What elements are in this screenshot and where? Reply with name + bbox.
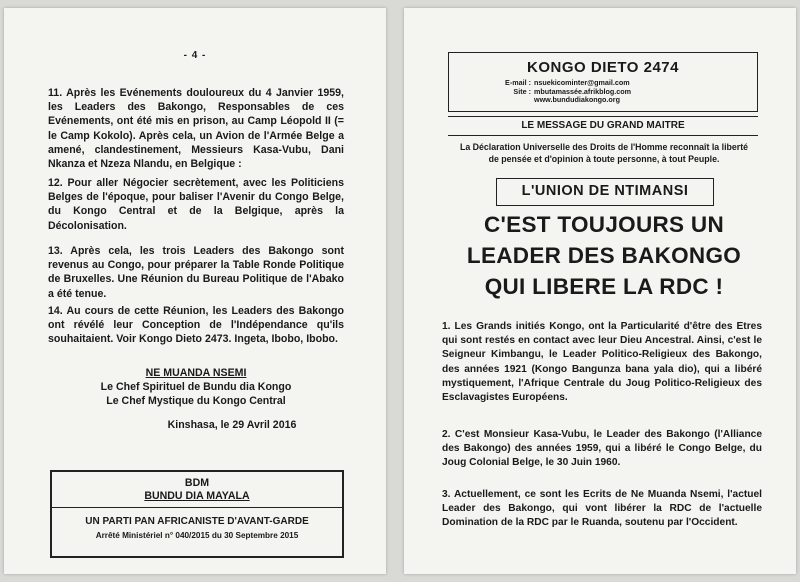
bdm-subtitle: UN PARTI PAN AFRICANISTE D'AVANT-GARDE [85,516,309,527]
declaration: La Déclaration Universelle des Droits de l'Homme reconnaît la liberté de pensée et d'opinion à toute personne, à tout Peuple. [459,142,749,164]
site-line-2 [489,96,757,105]
paragraph-1: 1. Les Grands initiés Kongo, ont la Particularité d'être des Etres qui sont restés en contact avec leur Dieu Ancestral. Ainsi, c'est le Seigneur Kimbangu, le Leader Politico-Religieux des Bakongo, des années 1921 (Kongo Bangunza bana yala dio), qui a libéré mystiquement, l'Afrique Centrale du Joug Politico-Religieux des Esclavagistes Européens. [442,321,762,404]
site-label: Site : [513,86,531,96]
paragraph-2: 2. C'est Monsieur Kasa-Vubu, le Leader des Bakongo (l'Alliance des Bakongo) des années 1959, qui a libéré le Congo Belge, du Joug Colonial Belge, le 30 Juin 1960. [442,429,762,469]
bdm-divider [52,507,342,508]
bdm-name: BUNDU DIA MAYALA [144,490,250,502]
signature-title-spiritual: Le Chef Spirituel de Bundu dia Kongo [100,381,292,393]
headline-line-1: C'EST TOUJOURS UN [483,212,725,237]
paragraph-13: 13. Après cela, les trois Leaders des Bakongo sont revenus au Congo, pour préparer la Table Ronde Politique de Bruxelles. Une Réunion du Bureau Politique de l'Abako a été tenue. [48,245,344,300]
email-address: nsuekicominter@gmail.com [534,78,630,87]
headline-line-2: LEADER DES BAKONGO [466,243,742,268]
headline [434,209,774,302]
contact-block [449,79,757,105]
paragraph-12: 12. Pour aller Négocier secrètement, avec les Politiciens Belges de l'époque, pour baliser l'Avenir du Congo Belge, du Kongo Central et de la Belgique, après la Décolonisation. [48,177,344,232]
bdm-decree: Arrêté Ministériel n° 040/2015 du 30 Septembre 2015 [95,531,299,540]
site-url-2: www.bundudiakongo.org [534,95,620,105]
left-page [4,8,386,574]
masthead [448,52,758,112]
signature-title-mystic: Le Chef Mystique du Kongo Central [106,395,286,407]
right-page [404,8,796,574]
message-bar: LE MESSAGE DU GRAND MAITRE [448,116,758,136]
paragraph-14: 14. Au cours de cette Réunion, les Leaders des Bakongo ont révélé leur Conception de l'Indépendance qu'ils souhaitaient. Voir Kongo Dieto 2473. Ingeta, Ibobo, Ibobo. [48,305,344,346]
union-label: L'UNION DE NTIMANSI [496,178,714,206]
masthead-title: KONGO DIETO 2474 [527,59,679,76]
bdm-box [50,470,344,558]
paragraph-11: 11. Après les Evénements douloureux du 4 Janvier 1959, les Leaders des Bakongo, Responsables de ces Evénements, ont été mis en prison, au Camp Léopold II (= le Camp Kokolo). Après cela, un Avion de l'Armée Belge a amené, clandestinement, Messieurs Kasa-Vubu, Dani Nkanza et Nzeza Nlandu, en Belgique : [48,87,344,171]
site-url-1: mbutamassée.afrikblog.com [534,86,632,96]
bdm-title: BDM [184,477,210,489]
email-label: E-mail : [505,78,531,87]
site-line [489,88,757,97]
headline-line-3: QUI LIBERE LA RDC ! [484,274,724,299]
signature-name: NE MUANDA NSEMI [145,367,247,379]
paragraph-3: 3. Actuellement, ce sont les Ecrits de Ne Muanda Nsemi, l'actuel Leader des Bakongo, qui vont libérer la RDC de l'actuelle Domination de la RDC par le Ruanda, soutenu par l'Occident. [442,489,762,529]
page-number: - 4 - [183,50,207,61]
signature-date: Kinshasa, le 29 Avril 2016 [167,419,297,431]
